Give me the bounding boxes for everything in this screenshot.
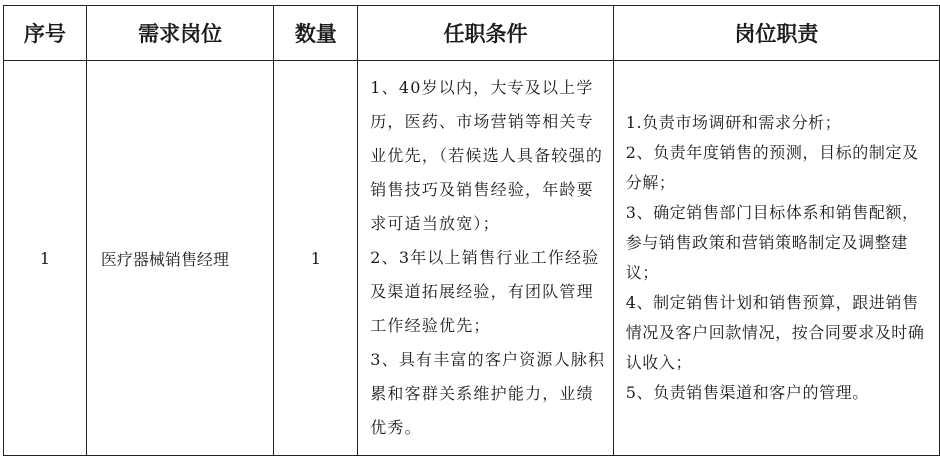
- duty-item: 3、确定销售部门目标体系和销售配额，参与销售政策和营销策略制定及调整建议；: [625, 203, 919, 282]
- table-body: [4, 61, 940, 456]
- requirements-list: [358, 71, 612, 445]
- row-index: 1: [4, 61, 87, 456]
- header-requirements: 任职条件: [358, 6, 613, 61]
- header-index: 序号: [4, 6, 87, 61]
- row-position: 医疗器械销售经理: [86, 61, 274, 456]
- header-duties: 岗位职责: [613, 6, 939, 61]
- row-quantity: 1: [274, 61, 358, 456]
- header-position: 需求岗位: [86, 6, 274, 61]
- header-quantity: 数量: [274, 6, 358, 61]
- duty-item: 5、负责销售渠道和客户的管理。: [625, 383, 869, 402]
- requirement-item: 2、3年以上销售行业工作经验及渠道拓展经验，有团队管理工作经验优先；: [370, 248, 600, 335]
- requirements-cell: [358, 61, 613, 456]
- duties-cell: [613, 61, 939, 456]
- duties-list: [614, 108, 939, 408]
- job-posting-table: [3, 5, 940, 456]
- duty-item: 1.负责市场调研和需求分析；: [625, 113, 842, 132]
- requirement-item: 1、40岁以内，大专及以上学历，医药、市场营销等相关专业优先，（若候选人具备较强的销售技巧及销售经验，年龄要求可适当放宽）；: [370, 78, 604, 233]
- table-header: [4, 6, 940, 61]
- requirement-item: 3、具有丰富的客户资源人脉积累和客群关系维护能力，业绩优秀。: [370, 350, 606, 437]
- table-row: [4, 61, 940, 456]
- duty-item: 4、制定销售计划和销售预算，跟进销售情况及客户回款情况，按合同要求及时确认收入；: [625, 293, 925, 372]
- header-row: [4, 6, 940, 61]
- duty-item: 2、负责年度销售的预测，目标的制定及分解；: [625, 143, 919, 192]
